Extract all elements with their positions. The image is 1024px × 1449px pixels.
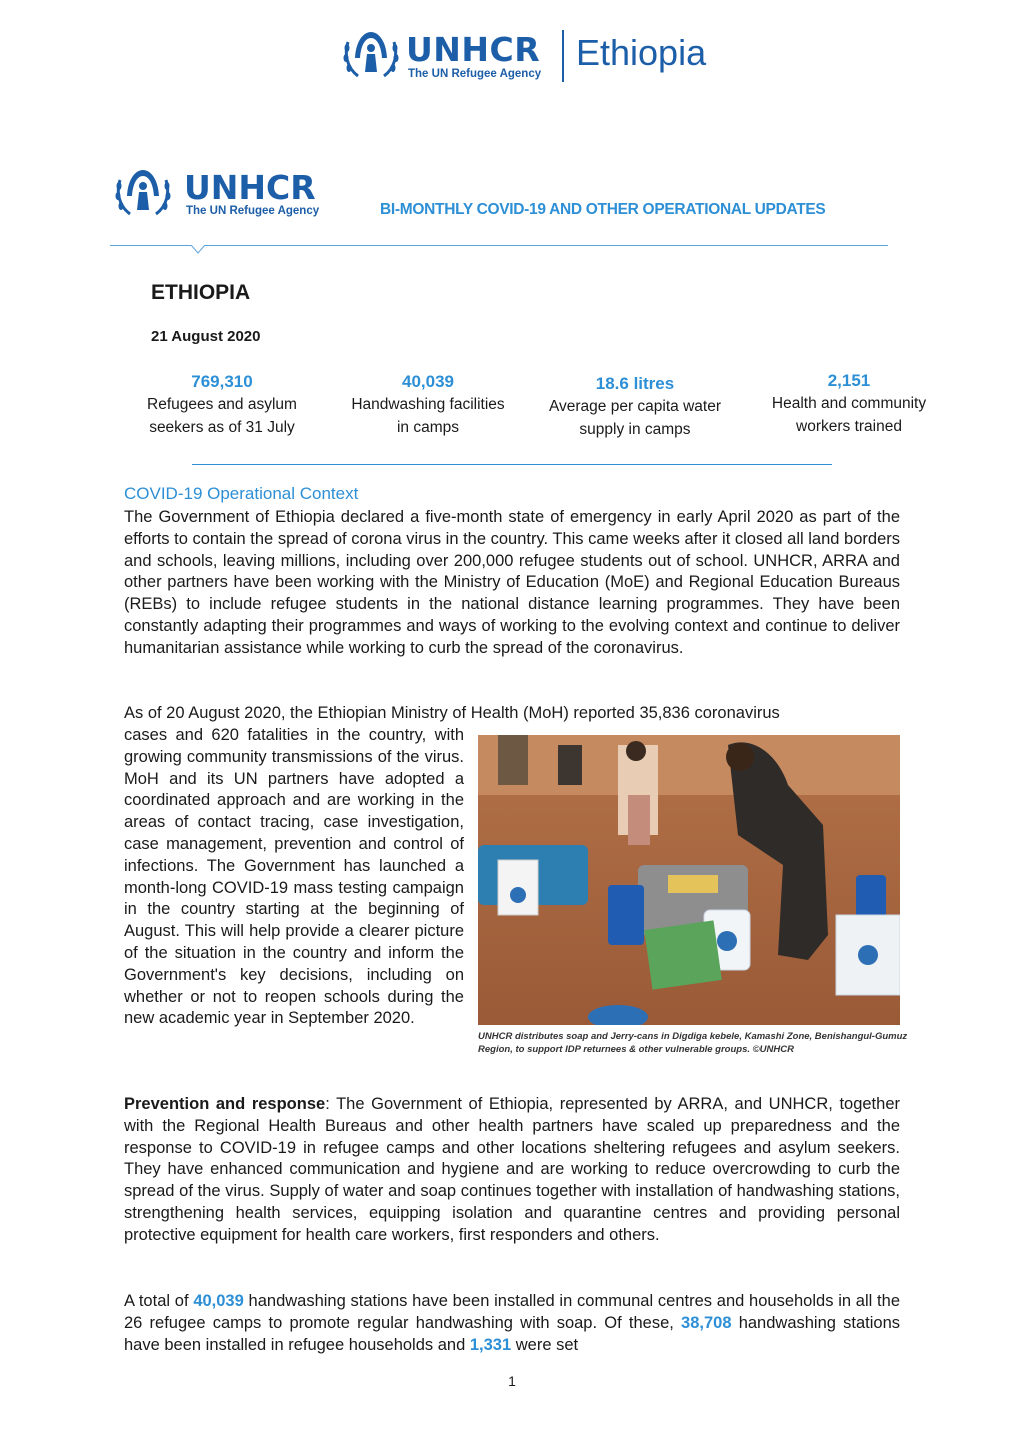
stat-label: Health and community [771,395,927,412]
report-date: 21 August 2020 [151,328,261,345]
unhcr-wordmark: UNHCR [184,168,316,207]
paragraph-lead: Prevention and response [124,1095,326,1113]
logo-divider [562,30,564,82]
paragraph-prevention [124,1094,900,1247]
paragraph-text: handwashing stations have been installed in communal centres and households in all the 26 refugee camps to promote regular handwashing with soap. Of these, [124,1292,900,1332]
stat-label: Refugees and asylum [147,396,297,413]
stat-label: workers trained [796,418,902,435]
stats-rule [192,464,832,465]
stat-label: Average per capita water [548,398,722,415]
stat-label: in camps [396,419,460,436]
paragraph-context: The Government of Ethiopia declared a five-month state of emergency in early April 2020 as part of the efforts to contain the spread of corona virus in the country. This came weeks after it closed all land borders and schools, leaving millions, including over 200,000 refugee students out of school. UNHCR, ARRA and other partners have been working with the Ministry of Education (MoE) and Regional Education Bureaus (REBs) to include refugee students in the national distance learning programmes. They have been constantly adapting their programmes and ways of working to the evolving context and continue to deliver humanitarian assistance while working to curb the spread of the coronavirus. [124,508,900,657]
paragraph-text: were set [511,1335,579,1354]
photo-caption: UNHCR distributes soap and Jerry-cans in Digdiga kebele, Kamashi Zone, Benishangul-Gumuz Region, to support IDP returnees & other vulnerable groups. ©UNHCR [478,1031,908,1055]
highlight-number: 40,039 [193,1292,244,1310]
unhcr-tagline: The UN Refugee Agency [186,205,320,217]
unhcr-emblem-icon [342,28,400,82]
page-number: 1 [508,1373,516,1389]
stat-label: supply in camps [579,421,691,438]
unhcr-wordmark: UNHCR [406,30,541,69]
unhcr-tagline: The UN Refugee Agency [408,68,542,80]
highlight-number: 38,708 [681,1313,732,1332]
report-header [110,166,910,266]
paragraph-text: A total of [124,1292,194,1310]
stat-value: 2,151 [827,371,871,390]
stat-value: 40,039 [402,372,454,391]
header-rule-notch [191,245,205,254]
paragraph-text: handwashing stations have been installed in refugee households and [124,1313,900,1354]
distribution-photo [478,735,900,1025]
stat-handwashing [333,371,523,439]
stat-label: Handwashing facilities [351,396,505,413]
stat-value: 769,310 [191,372,253,391]
country-title: ETHIOPIA [151,281,251,304]
logo-country: Ethiopia [576,32,707,73]
stat-water [530,373,740,441]
paragraph-text: : The Government of Ethiopia, represented by ARRA, and UNHCR, together with the Regional Health Bureaus and other health partners have scaled up preparedness and the response to COVID-19 in refugee camps and other locations sheltering refugees and asylum seekers. They have enhanced communication and hygiene and are working to reduce overcrowding to curb the spread of the virus. Supply of water and soap continues together with installation of handwashing stations, strengthening health services, equipping isolation and quarantine centres and providing personal protective equipment for health care workers, first responders and others. [124,1095,900,1244]
paragraph-handwashing [124,1291,900,1356]
stat-value: 18.6 litres [595,374,675,393]
stat-label: seekers as of 31 July [149,419,295,436]
paragraph-moh-body: cases and 620 fatalities in the country, with growing community transmissions of the virus. MoH and its UN partners have adopted a coordinated approach and are working in the areas of contact tracing, case investigation, case management, prevention and control of infections. The Government has launched a month-long COVID-19 mass testing campaign in the country starting at the beginning of August. This will help provide a clearer picture of the situation in the country and inform the Government's key decisions, including on whether or not to reopen schools during the new academic year in September 2020. [124,726,464,1028]
stat-refugees [122,371,322,439]
section-heading: COVID-19 Operational Context [124,484,359,503]
header-rule [110,245,888,246]
paragraph-moh-first-line: As of 20 August 2020, the Ethiopian Ministry of Health (MoH) reported 35,836 coronavirus [124,704,780,722]
stat-health-workers [750,370,948,438]
highlight-number: 1,331 [469,1335,512,1354]
unhcr-emblem-icon [110,166,176,220]
top-logo [0,28,1024,84]
report-title: BI-MONTHLY COVID-19 AND OTHER OPERATIONAL UPDATES [380,201,826,218]
